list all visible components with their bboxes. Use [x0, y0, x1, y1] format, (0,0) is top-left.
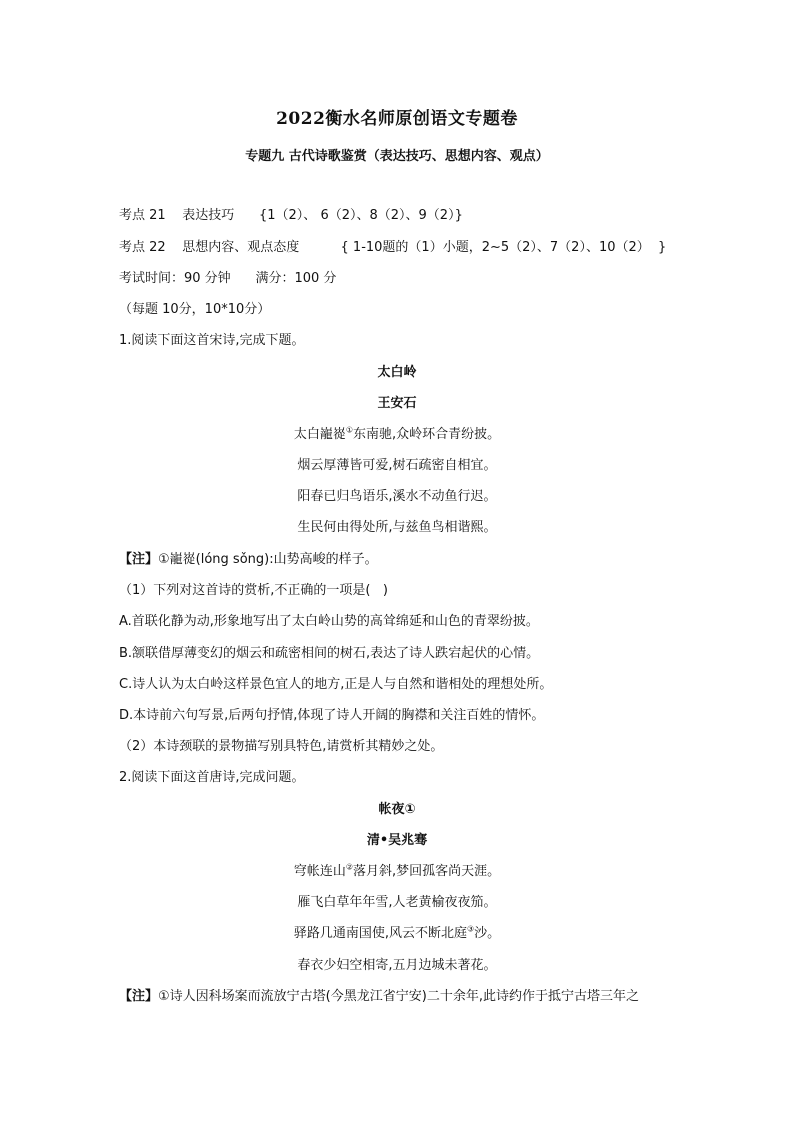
q1-prompt: 1.阅读下面这首宋诗,完成下题。: [119, 333, 305, 348]
q2-note: [119, 988, 639, 1006]
q2-poem-line-2: 雁飞白草年年雪,人老黄榆夜夜笳。: [297, 895, 497, 910]
q1-line1-footnote-mark: ①: [345, 425, 354, 435]
page-title: 2022衡水名师原创语文专题卷: [276, 109, 518, 129]
q2-poem-line-1: [0, 863, 794, 881]
exam-time: 考试时间：90 分钟 满分：100 分: [119, 271, 337, 286]
q2-poem-author: 清•吴兆骞: [366, 833, 428, 848]
q1-note-text: ①巃嵸(lóng sǒng):山势高峻的样子。: [158, 552, 378, 567]
kaodian-22: 考点 22 思想内容、观点态度 { 1-10题的（1）小题，2~5（2）、7（2）、10（2） }: [119, 240, 667, 255]
q1-note: [119, 551, 378, 569]
q2-prompt: 2.阅读下面这首唐诗,完成问题。: [119, 770, 305, 785]
q1-poem-line-1: [0, 426, 794, 444]
q2-note-label: 【注】: [119, 989, 159, 1004]
q1-line1-part-b: 东南驰,众岭环合青纷披。: [353, 427, 501, 442]
q2-line1-part-b: 落月斜,梦回孤客尚天涯。: [353, 864, 501, 879]
q1-poem-title: 太白岭: [377, 365, 417, 380]
q1-poem-line-2: 烟云厚薄皆可爱,树石疏密自相宜。: [297, 458, 497, 473]
q1-poem-line-4: 生民何由得处所,与兹鱼鸟相谐熙。: [297, 520, 497, 535]
q1-sub-question-2: （2）本诗颈联的景物描写别具特色,请赏析其精妙之处。: [119, 739, 444, 754]
scoring-note: （每题 10分，10*10分）: [119, 302, 271, 317]
q1-option-a: A.首联化静为动,形象地写出了太白岭山势的高耸绵延和山色的青翠纷披。: [119, 614, 539, 629]
q1-option-d: D.本诗前六句写景,后两句抒情,体现了诗人开阔的胸襟和关注百姓的情怀。: [119, 708, 545, 723]
q2-poem-line-4: 春衣少妇空相寄,五月边城未著花。: [297, 958, 497, 973]
q1-poem-author: 王安石: [377, 396, 417, 411]
q1-note-label: 【注】: [119, 552, 159, 567]
q1-option-c: C.诗人认为太白岭这样景色宜人的地方,正是人与自然和谐相处的理想处所。: [119, 677, 553, 692]
q1-line1-part-a: 太白巃嵸: [293, 427, 346, 442]
q2-line3-part-a: 驿路几通南国使,风云不断北庭: [293, 926, 467, 941]
page-subtitle: 专题九 古代诗歌鉴赏（表达技巧、思想内容、观点）: [245, 149, 549, 164]
q2-line1-footnote-mark: ②: [345, 862, 354, 872]
q1-sub-question-1: （1）下列对这首诗的赏析,不正确的一项是( ): [119, 583, 388, 598]
q2-poem-title: 帐夜①: [378, 802, 416, 817]
q2-note-text: ①诗人因科场案而流放宁古塔(今黑龙江省宁安)二十余年,此诗约作于抵宁古塔三年之: [158, 989, 639, 1004]
q1-poem-line-3: 阳春已归鸟语乐,溪水不动鱼行迟。: [297, 489, 497, 504]
q1-option-b: B.颔联借厚薄变幻的烟云和疏密相间的树石,表达了诗人跌宕起伏的心情。: [119, 646, 540, 661]
q2-line1-part-a: 穹帐连山: [293, 864, 346, 879]
q2-line3-footnote-mark: ③: [466, 924, 475, 934]
q2-poem-line-3: [0, 925, 794, 943]
kaodian-21: 考点 21 表达技巧 {1（2）、 6（2）、8（2）、9（2）}: [119, 208, 463, 223]
q2-line3-part-b: 沙。: [474, 926, 501, 941]
